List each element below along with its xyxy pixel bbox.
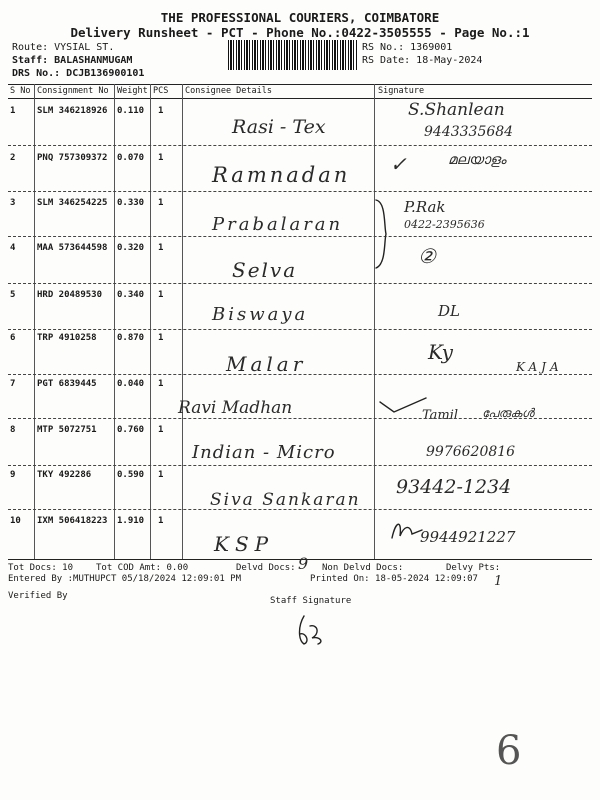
row-separator [8, 283, 592, 284]
table-row-consignment: PNQ 757309372 [37, 153, 108, 163]
staff-signature-label: Staff Signature [270, 596, 352, 606]
table-row-sno: 2 [10, 153, 16, 163]
page-mark: 6 [496, 728, 522, 774]
table-row-sno: 9 [10, 470, 16, 480]
table-row-weight: 0.040 [117, 379, 145, 389]
table-row-signature-note: പേരുകൾ [482, 406, 534, 420]
table-row-signature-note: KAJA [516, 360, 563, 374]
table-row-weight: 0.590 [117, 470, 145, 480]
signature-scribble [388, 516, 424, 546]
checkmark-icon [378, 396, 428, 416]
table-row-signature-note: 9976620816 [426, 444, 516, 460]
column-divider [374, 84, 375, 559]
table-row-consignment: SLM 346254225 [37, 198, 108, 208]
column-header-weight: Weight [117, 86, 148, 96]
column-header-consignee: Consignee Details [185, 86, 272, 96]
table-row-sno: 5 [10, 290, 16, 300]
delivery-points-label: Delvy Pts: [446, 563, 501, 573]
runsheet-subtitle: Delivery Runsheet - PCT - Phone No.:0422-3505555 - Page No.:1 [70, 25, 530, 40]
total-cod: Tot COD Amt: 0.00 [96, 563, 189, 573]
table-row-weight: 1.910 [117, 516, 145, 526]
table-row-consignee: Malar [226, 352, 307, 376]
table-row-pcs: 1 [158, 106, 164, 116]
row-separator [8, 145, 592, 146]
table-row-signature-note: 0422-2395636 [404, 218, 485, 231]
staff-signature-scribble [290, 612, 330, 648]
table-row-signature: 9944921227 [420, 528, 516, 546]
rs-date: RS Date: 18-May-2024 [362, 55, 483, 66]
table-row-consignment: TRP 4910258 [37, 333, 97, 343]
column-header-consignment: Consignment No [37, 86, 109, 96]
table-row-weight: 0.110 [117, 106, 145, 116]
column-divider [150, 84, 151, 559]
table-row-consignee: Prabalaran [212, 214, 344, 235]
row-separator [8, 236, 592, 237]
delivered-docs-value: 9 [298, 554, 309, 573]
table-top-border [8, 84, 592, 85]
table-header-border [8, 98, 592, 99]
non-delivered-docs-label: Non Delvd Docs: [322, 563, 404, 573]
column-divider [34, 84, 35, 559]
printed-on: Printed On: 18-05-2024 12:09:07 [310, 574, 478, 584]
table-row-consignment: PGT 6839445 [37, 379, 97, 389]
table-row-consignment: SLM 346218926 [37, 106, 108, 116]
table-row-pcs: 1 [158, 516, 164, 526]
table-row-pcs: 1 [158, 470, 164, 480]
table-row-consignee: Biswaya [212, 304, 309, 325]
table-row-signature-note: മലയാളം [448, 152, 507, 168]
table-row-weight: 0.760 [117, 425, 145, 435]
table-row-consignment: MAA 573644598 [37, 243, 108, 253]
table-row-pcs: 1 [158, 333, 164, 343]
table-row-sno: 8 [10, 425, 16, 435]
table-row-signature: 93442-1234 [396, 476, 512, 498]
column-header-pcs: PCS [153, 86, 169, 96]
table-row-consignment: MTP 5072751 [37, 425, 97, 435]
table-row-signature: P.Rak [404, 198, 446, 216]
table-row-weight: 0.330 [117, 198, 145, 208]
table-row-weight: 0.870 [117, 333, 145, 343]
table-row-consignee: Selva [232, 258, 298, 282]
row-separator [8, 465, 592, 466]
company-title: THE PROFESSIONAL COURIERS, COIMBATORE [160, 10, 440, 25]
table-row-sno: 10 [10, 516, 21, 526]
table-row-signature: Ky [428, 340, 453, 364]
table-row-sno: 4 [10, 243, 16, 253]
table-row-sno: 1 [10, 106, 16, 116]
table-row-signature: ✓ [390, 152, 407, 176]
column-divider [114, 84, 115, 559]
barcode-image [228, 40, 358, 70]
table-row-consignee: Ramnadan [212, 163, 351, 187]
row-separator [8, 418, 592, 419]
table-row-pcs: 1 [158, 153, 164, 163]
verified-by-label: Verified By [8, 591, 68, 601]
table-row-pcs: 1 [158, 425, 164, 435]
table-row-consignment: IXM 506418223 [37, 516, 108, 526]
column-divider [182, 84, 183, 559]
total-docs: Tot Docs: 10 [8, 563, 74, 573]
table-row-pcs: 1 [158, 243, 164, 253]
row-separator [8, 374, 592, 375]
row-separator [8, 509, 592, 510]
table-row-signature: DL [438, 302, 460, 320]
table-row-sno: 7 [10, 379, 16, 389]
brace-mark [372, 196, 392, 272]
table-row-consignee: Indian - Micro [192, 442, 336, 463]
rs-number: RS No.: 1369001 [362, 42, 453, 53]
table-row-pcs: 1 [158, 198, 164, 208]
column-header-sno: S No [10, 86, 31, 96]
delivery-points-mark: 1 [494, 574, 503, 589]
staff-label: Staff: BALASHANMUGAM [12, 55, 133, 66]
entered-by: Entered By :MUTHUPCT 05/18/2024 12:09:01 PM [8, 574, 241, 584]
delivered-docs-label: Delvd Docs: [236, 563, 296, 573]
route-label: Route: VYSIAL ST. [12, 42, 115, 53]
table-row-signature: S.Shanlean [408, 100, 505, 120]
table-row-consignee: KSP [214, 532, 275, 556]
table-row-weight: 0.320 [117, 243, 145, 253]
table-row-consignment: TKY 492286 [37, 470, 92, 480]
drs-number: DRS No.: DCJB136900101 [12, 68, 145, 79]
row-separator [8, 191, 592, 192]
table-row-pcs: 1 [158, 379, 164, 389]
table-row-pcs: 1 [158, 290, 164, 300]
table-row-consignee: Siva Sankaran [210, 490, 361, 510]
column-header-signature: Signature [378, 86, 425, 96]
table-row-sno: 3 [10, 198, 16, 208]
table-row-consignee: Rasi - Tex [232, 116, 326, 138]
table-row-consignment: HRD 20489530 [37, 290, 103, 300]
table-row-signature: ② [418, 244, 436, 268]
table-row-sno: 6 [10, 333, 16, 343]
table-row-weight: 0.070 [117, 153, 145, 163]
table-row-weight: 0.340 [117, 290, 145, 300]
table-row-signature: Tamil [422, 408, 459, 423]
table-row-consignee: Ravi Madhan [178, 398, 293, 418]
table-row-signature-note: 9443335684 [424, 124, 514, 140]
row-separator [8, 329, 592, 330]
